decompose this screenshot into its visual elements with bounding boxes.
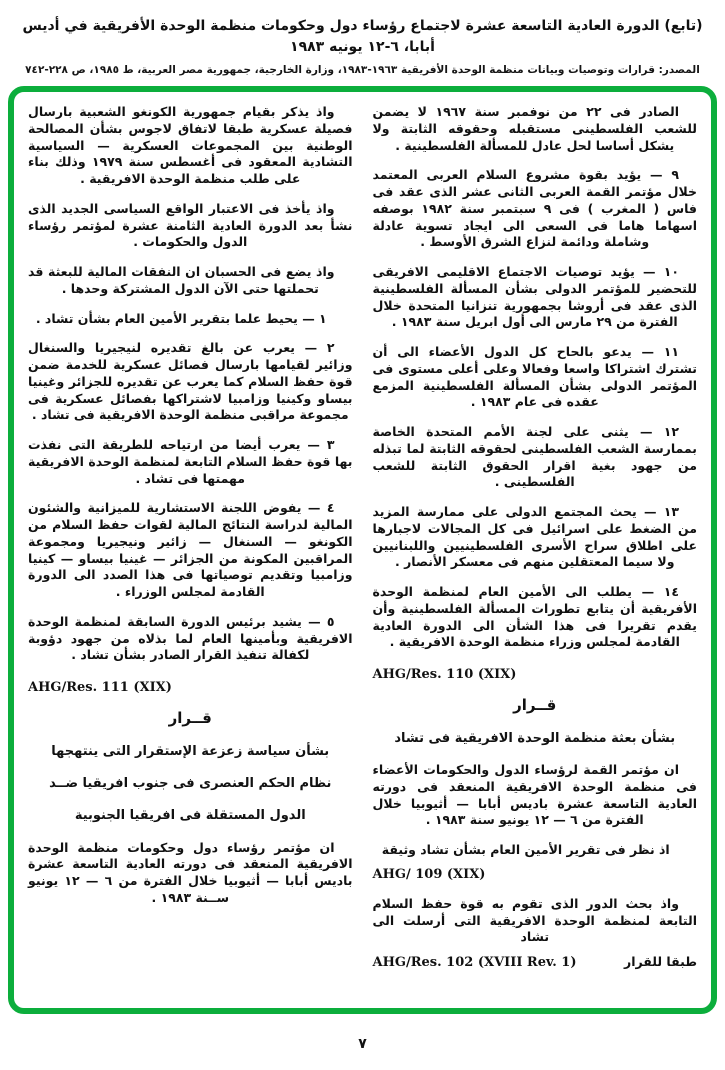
resolution-item-2: ٢ — يعرب عن بالغ تقديره لنيجيريا والسنغال وزائير لقيامها بارسال فصائل عسكرية للخدمة ضمن قوة حفظ السلام كما يعرب عن تقديره للجزائر وغينيا بيساو وكينيا وزامبيا لاشتراكها بفصائل عسكرية فى مجموعة مراقبى منظمة الوحدة الافريقية فى تشاد . <box>28 340 353 423</box>
resolution-heading: قــرار <box>513 696 557 714</box>
two-column-layout <box>28 104 697 1000</box>
paragraph: ان مؤتمر القمة لرؤساء الدول والحكومات الأعضاء فى منظمة الوحدة الافريقية المنعقد فى دورته العادية التاسعة عشرة باديس أبابا — أثيوبيا خلال الفترة من ٦ — ١٢ يونيو سنة ١٩٨٣ . <box>372 762 697 828</box>
resolution-item-12: ١٢ — يثنى على لجنة الأمم المتحدة الخاصة بممارسة الشعب الفلسطينى لحقوقه الثابتة لما تبذله من جهود بغية اقرار الحقوق الثابتة للشعب الفلسطينى . <box>372 424 697 490</box>
paragraph: ان مؤتمر رؤساء دول وحكومات منظمة الوحدة الافريقية المنعقد فى دورته العادية التاسعة عشرة باديس أبابا — أثيوبيا خلال الفترة من ٦ — ١٢ يونيو ســنة ١٩٨٣ . <box>28 839 353 905</box>
paragraph: واذ بحث الدور الذى تقوم به قوة حفظ السلام التابعة لمنظمة الوحدة الافريقية التى أرسلت الى تشاد <box>372 895 697 945</box>
resolution-item-1: ١ — يحيط علما بتقرير الأمين العام بشأن تشاد . <box>35 310 327 326</box>
resolution-item-5: ٥ — يشيد برئيس الدورة السابقة لمنظمة الوحدة الافريقية وبأمينها العام لما بذلاه من جهود دؤوبة لكفالة تنفيذ القرار الصادر بشأن تشاد . <box>28 613 353 663</box>
page-number: ٧ <box>358 1036 367 1052</box>
ref-102-arabic-label: طبقا للقرار <box>624 954 697 970</box>
header-title: (تابع) الدورة العادية التاسعة عشرة لاجتماع رؤساء دول وحكومات منظمة الوحدة الأفريقية في أديس أبابا، ٦-١٢ يونيه ١٩٨٣ <box>22 18 703 55</box>
paragraph: اذ نظر فى تقرير الأمين العام بشأن تشاد وثيقة <box>381 842 670 858</box>
page-header <box>0 16 725 76</box>
paragraph: الصادر فى ٢٢ من نوفمبر سنة ١٩٦٧ لا يضمن للشعب الفلسطينى مستقبله وحقوقه الثابتة ولا يشكل أساسا لحل عادل للمسألة الفلسطينية . <box>372 104 697 153</box>
resolution-ref-102: AHG/Res. 102 (XVIII Rev. 1) <box>372 955 577 971</box>
resolution-subtitle-line-1: بشأن سياسة زعزعة الإستقرار التى ينتهجها <box>51 744 330 759</box>
column-right <box>373 104 698 1000</box>
resolution-item-11: ١١ — يدعو بالحاح كل الدول الأعضاء الى أن تشترك اشتراكا واسعا وفعالا وعلى أعلى مستوى فى المؤتمر الدولى بشأن المسألة الفلسطينية المزمع عقده فى عام ١٩٨٣ . <box>372 344 697 410</box>
green-border-frame <box>8 86 717 1014</box>
column-left <box>28 104 353 1000</box>
paragraph: واذ يأخذ فى الاعتبار الواقع السياسى الجديد الذى نشأ بعد الدورة العادية الثامنة عشرة لمؤتمر رؤساء الدول والحكومات . <box>28 200 353 250</box>
resolution-subtitle: بشأن بعثة منظمة الوحدة الافريقية فى تشاد <box>394 731 676 746</box>
resolution-subtitle-line-2: نظام الحكم العنصرى فى جنوب افريقيا ضــد <box>49 776 332 792</box>
resolution-ref-110: AHG/Res. 110 (XIX) <box>372 667 517 682</box>
resolution-item-10: ١٠ — يؤيد توصيات الاجتماع الاقليمى الافريقى للتحضير للمؤتمر الدولى بشأن المسألة الفلسطينية الذى عقد فى أروشا بجمهورية تنزانيا المتحدة خلال الفترة من ٢٩ مارس الى أول ابريل سنة ١٩٨٣ . <box>372 264 697 330</box>
paragraph: واذ يضع فى الحسبان ان النفقات المالية للبعثة قد تحملتها حتى الآن الدول المشتركة وحدها . <box>28 264 335 296</box>
resolution-ref-109: AHG/ 109 (XIX) <box>372 866 486 882</box>
resolution-ref-111: AHG/Res. 111 (XIX) <box>28 680 172 695</box>
resolution-heading: قــرار <box>168 709 212 727</box>
resolution-item-3: ٣ — يعرب أيضا من ارتياحه للطريقة التى نفذت بها قوة حفظ السلام التابعة لمنظمة الوحدة الافريقية مهمتها فى تشاد . <box>28 437 353 486</box>
header-source-line: المصدر: قرارات وتوصيات وبيانات منظمة الوحدة الأفريقية ١٩٦٣-١٩٨٣، وزارة الخارجية، جمهورية مصر العربية، ط ١٩٨٥، ص ٢٢٨-٧٤٢ <box>25 64 700 76</box>
resolution-item-4: ٤ — يفوض اللجنة الاستشارية للميزانية والشئون المالية لدراسة النتائج المالية لقوات حفظ السلام من الكونغو — السنغال — زائير ونيجيريا ومجموعة المراقبين المكونة من الجزائر — غينيا بيساو — كينيا وزامبيا وتقديم توصياتها فى هذا الصدد الى الدورة القادمة لمجلس الوزراء . <box>28 500 353 599</box>
resolution-item-13: ١٣ — يحث المجتمع الدولى على ممارسة المزيد من الضغط على اسرائيل فى كل المجالات لاجبارها على اطلاق سراح الأسرى الفلسطينيين واللبنانيين ولا سيما المعتقلين منهم فى معسكر الأنصار . <box>372 504 697 570</box>
paragraph: واذ يذكر بقيام جمهورية الكونغو الشعبية بارسال فصيلة عسكرية طبقا لاتفاق لاجوس بشأن المصالحة الوطنية بين المجموعات العسكرية — السياسية التشادية المعقود فى أغسطس سنة ١٩٧٩ وذلك بناء على طلب منظمة الوحدة الافريقية . <box>28 104 353 186</box>
resolution-item-14: ١٤ — يطلب الى الأمين العام لمنظمة الوحدة الأفريقية أن يتابع تطورات المسألة الفلسطينية وأن يقدم تقريرا فى هذا الشأن الى الدورة العادية القادمة لمجلس وزراء منظمة الوحدة الافريقية . <box>372 584 697 650</box>
reference-line-102 <box>373 954 698 970</box>
resolution-subtitle-line-3: الدول المستقلة فى افريقيا الجنوبية <box>74 808 306 824</box>
resolution-item-9: ٩ — يؤيد بقوة مشروع السلام العربى المعتمد خلال مؤتمر القمة العربى الثانى عشر الذى عقد فى فاس ( المغرب ) فى ٩ سبتمبر سنة ١٩٨٢ بوصفه اسهاما هاما فى السعى الى ايجاد تسوية عادلة وشاملة ودائمة لنزاع الشرق الأوسط . <box>372 167 697 250</box>
